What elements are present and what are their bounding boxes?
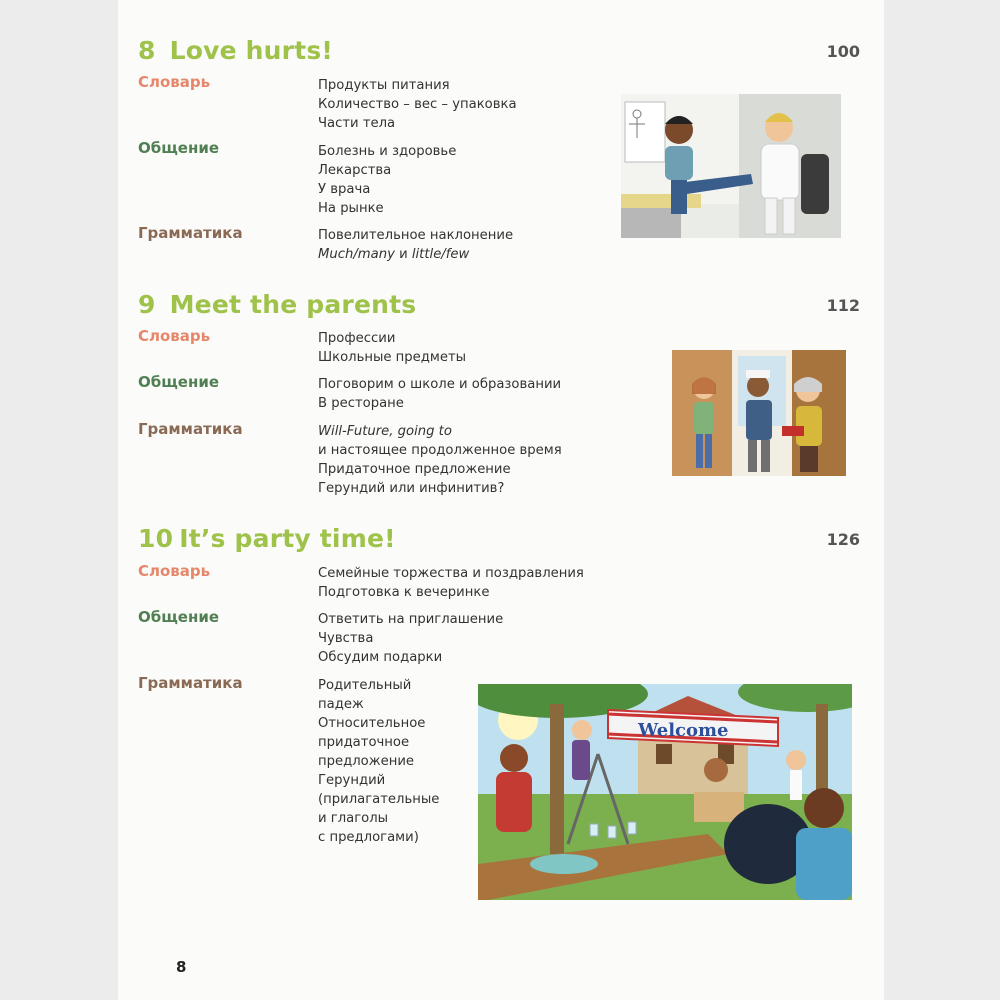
list-item: Обсудим подарки: [318, 650, 443, 665]
page-number: 8: [176, 958, 187, 976]
communication-label: Общение: [138, 608, 220, 626]
list-item: На рынке: [318, 201, 384, 216]
list-item: Подготовка к вечеринке: [318, 585, 490, 600]
list-item: и настоящее продолженное время: [318, 443, 562, 458]
unit-10-communication-list: [318, 610, 503, 667]
list-item: Родительный: [318, 678, 412, 693]
list-item: предложение: [318, 754, 415, 769]
list-item: Болезнь и здоровье: [318, 144, 457, 159]
party-scene-illustration: [478, 684, 852, 900]
communication-label: Общение: [138, 373, 220, 391]
vocab-label: Словарь: [138, 327, 211, 345]
grammar-term: Much/many: [318, 247, 395, 262]
grammar-label: Грамматика: [138, 224, 243, 242]
unit-number: 9: [138, 290, 156, 319]
communication-label: Общение: [138, 139, 220, 157]
vocab-label: Словарь: [138, 562, 211, 580]
list-item: Поговорим о школе и образовании: [318, 377, 562, 392]
list-item: Will-Future, going to: [318, 424, 452, 439]
list-item: (прилагательные: [318, 792, 440, 807]
list-item: с предлогами): [318, 830, 419, 845]
banner-text: Welcome: [638, 720, 729, 741]
unit-8-page-ref[interactable]: 100: [826, 42, 860, 61]
list-item: Продукты питания: [318, 78, 450, 93]
unit-8-communication-list: [318, 142, 456, 218]
grammar-term: little/few: [411, 247, 470, 262]
list-item: Семейные торжества и поздравления: [318, 566, 584, 581]
unit-8-vocab-list: [318, 76, 517, 133]
list-item: Лекарства: [318, 163, 392, 178]
unit-9-vocab-list: [318, 329, 466, 367]
list-item: Профессии: [318, 331, 396, 346]
list-item: Герундий или инфинитив?: [318, 481, 505, 496]
list-item: В ресторане: [318, 396, 404, 411]
list-item: Придаточное предложение: [318, 462, 511, 477]
vocab-label: Словарь: [138, 73, 211, 91]
book-page: [118, 0, 884, 1000]
unit-9-grammar-list: [318, 422, 562, 498]
list-item: У врача: [318, 182, 371, 197]
grammar-label: Грамматика: [138, 420, 243, 438]
unit-9-communication-list: [318, 375, 561, 413]
list-item: Относительное: [318, 716, 426, 731]
list-item: придаточное: [318, 735, 410, 750]
unit-10-page-ref[interactable]: 126: [826, 530, 860, 549]
unit-10-vocab-list: [318, 564, 584, 602]
unit-number: 8: [138, 36, 156, 65]
unit-title-text: Love hurts!: [169, 36, 334, 65]
list-item: Количество – вес – упаковка: [318, 97, 517, 112]
list-item: [318, 245, 513, 264]
list-item: и глаголы: [318, 811, 389, 826]
list-item: Герундий: [318, 773, 386, 788]
list-item: Повелительное наклонение: [318, 228, 514, 243]
doctor-scene-drawing: [621, 94, 841, 238]
party-scene-drawing: [478, 684, 852, 900]
list-item: падеж: [318, 697, 364, 712]
unit-8-grammar-list: [318, 226, 513, 264]
grammar-connector: и: [394, 247, 412, 262]
unit-10-title: [138, 524, 396, 553]
doctor-scene-illustration: [621, 94, 841, 238]
unit-10-header: [138, 524, 860, 560]
list-item: Чувства: [318, 631, 374, 646]
grammar-label: Грамматика: [138, 674, 243, 692]
unit-8-header: [138, 36, 860, 72]
list-item: Части тела: [318, 116, 396, 131]
unit-title-text: It’s party time!: [179, 524, 396, 553]
unit-title-text: Meet the parents: [169, 290, 417, 319]
meet-parents-illustration: [672, 350, 846, 476]
unit-9-title: [138, 290, 416, 319]
unit-9-header: [138, 290, 860, 326]
meet-parents-drawing: [672, 350, 846, 476]
unit-8-title: [138, 36, 333, 65]
list-item: Ответить на приглашение: [318, 612, 504, 627]
unit-number: 10: [138, 524, 174, 553]
unit-10-grammar-list: [318, 676, 439, 847]
list-item: Школьные предметы: [318, 350, 467, 365]
unit-9-page-ref[interactable]: 112: [826, 296, 860, 315]
